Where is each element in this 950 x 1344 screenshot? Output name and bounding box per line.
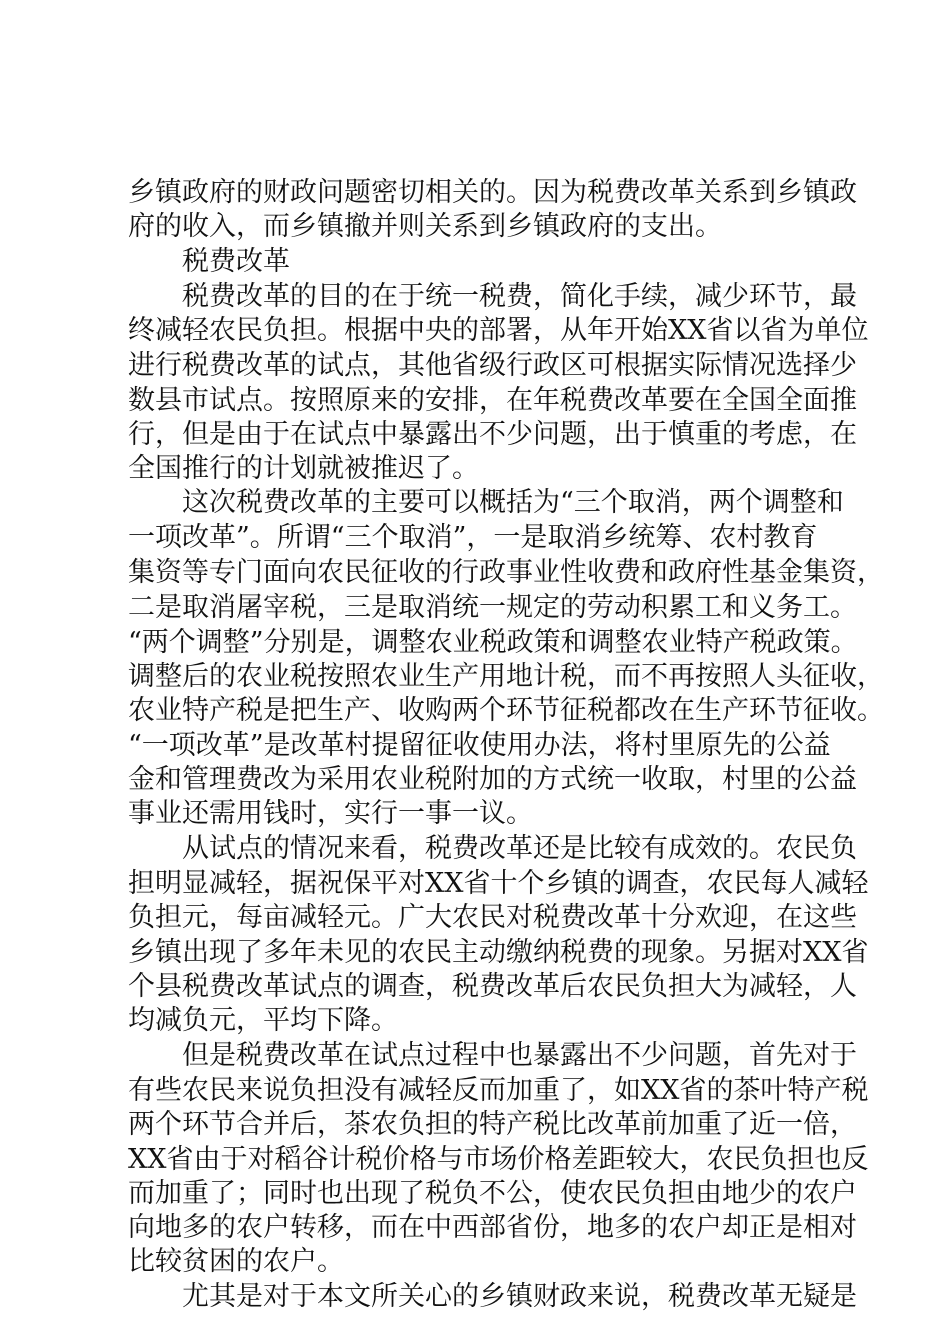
text-line: XX省由于对稻谷计税价格与市场价格差距较大，农民负担也反 bbox=[128, 1144, 869, 1175]
text-line: 二是取消屠宰税，三是取消统一规定的劳动积累工和义务工。 bbox=[128, 592, 857, 623]
text-line: 比较贫困的农户。 bbox=[128, 1246, 344, 1277]
text-line: 行，但是由于在试点中暴露出不少问题，出于慎重的考虑，在 bbox=[128, 419, 857, 450]
section-heading: 税费改革 bbox=[182, 246, 290, 277]
text-line: 乡镇出现了多年未见的农民主动缴纳税费的现象。另据对XX省 bbox=[128, 937, 869, 968]
text-line: 向地多的农户转移，而在中西部省份，地多的农户却正是相对 bbox=[128, 1212, 857, 1243]
text-line: 而加重了；同时也出现了税负不公，使农民负担由地少的农户 bbox=[128, 1178, 857, 1209]
text-line: 农业特产税是把生产、收购两个环节征税都改在生产环节征收。 bbox=[128, 695, 884, 726]
text-line: 负担元，每亩减轻元。广大农民对税费改革十分欢迎，在这些 bbox=[128, 902, 857, 933]
text-line: 这次税费改革的主要可以概括为“三个取消，两个调整和 bbox=[182, 487, 844, 518]
text-line: 金和管理费改为采用农业税附加的方式统一收取，村里的公益 bbox=[128, 764, 857, 795]
text-line: 税费改革的目的在于统一税费，简化手续，减少环节，最 bbox=[182, 281, 857, 312]
text-line: 全国推行的计划就被推迟了。 bbox=[128, 453, 479, 484]
text-line: 两个环节合并后，茶农负担的特产税比改革前加重了近一倍， bbox=[128, 1109, 857, 1140]
text-line: “两个调整”分别是，调整农业税政策和调整农业特产税政策。 bbox=[128, 627, 858, 658]
text-line: 调整后的农业税按照农业生产用地计税，而不再按照人头征收， bbox=[128, 661, 884, 692]
text-line: 乡镇政府的财政问题密切相关的。因为税费改革关系到乡镇政 bbox=[128, 177, 857, 208]
text-line: 尤其是对于本文所关心的乡镇财政来说，税费改革无疑是 bbox=[182, 1281, 857, 1312]
text-line: 终减轻农民负担。根据中央的部署，从年开始XX省以省为单位 bbox=[128, 315, 869, 346]
text-line: 均减负元，平均下降。 bbox=[128, 1005, 398, 1036]
text-line: 一项改革”。所谓“三个取消”，一是取消乡统筹、农村教育 bbox=[128, 522, 818, 553]
text-line: 个县税费改革试点的调查，税费改革后农民负担大为减轻，人 bbox=[128, 971, 857, 1002]
text-line: “一项改革”是改革村提留征收使用办法，将村里原先的公益 bbox=[128, 730, 831, 761]
text-line: 进行税费改革的试点，其他省级行政区可根据实际情况选择少 bbox=[128, 350, 857, 381]
text-line: 担明显减轻，据祝保平对XX省十个乡镇的调查，农民每人减轻 bbox=[128, 868, 869, 899]
text-line: 有些农民来说负担没有减轻反而加重了，如XX省的茶叶特产税 bbox=[128, 1075, 869, 1106]
text-line: 府的收入，而乡镇撤并则关系到乡镇政府的支出。 bbox=[128, 211, 722, 242]
text-line: 但是税费改革在试点过程中也暴露出不少问题，首先对于 bbox=[182, 1040, 857, 1071]
text-line: 集资等专门面向农民征收的行政事业性收费和政府性基金集资， bbox=[128, 557, 884, 588]
text-line: 数县市试点。按照原来的安排，在年税费改革要在全国全面推 bbox=[128, 385, 857, 416]
text-line: 从试点的情况来看，税费改革还是比较有成效的。农民负 bbox=[182, 833, 857, 864]
text-line: 事业还需用钱时，实行一事一议。 bbox=[128, 798, 533, 829]
